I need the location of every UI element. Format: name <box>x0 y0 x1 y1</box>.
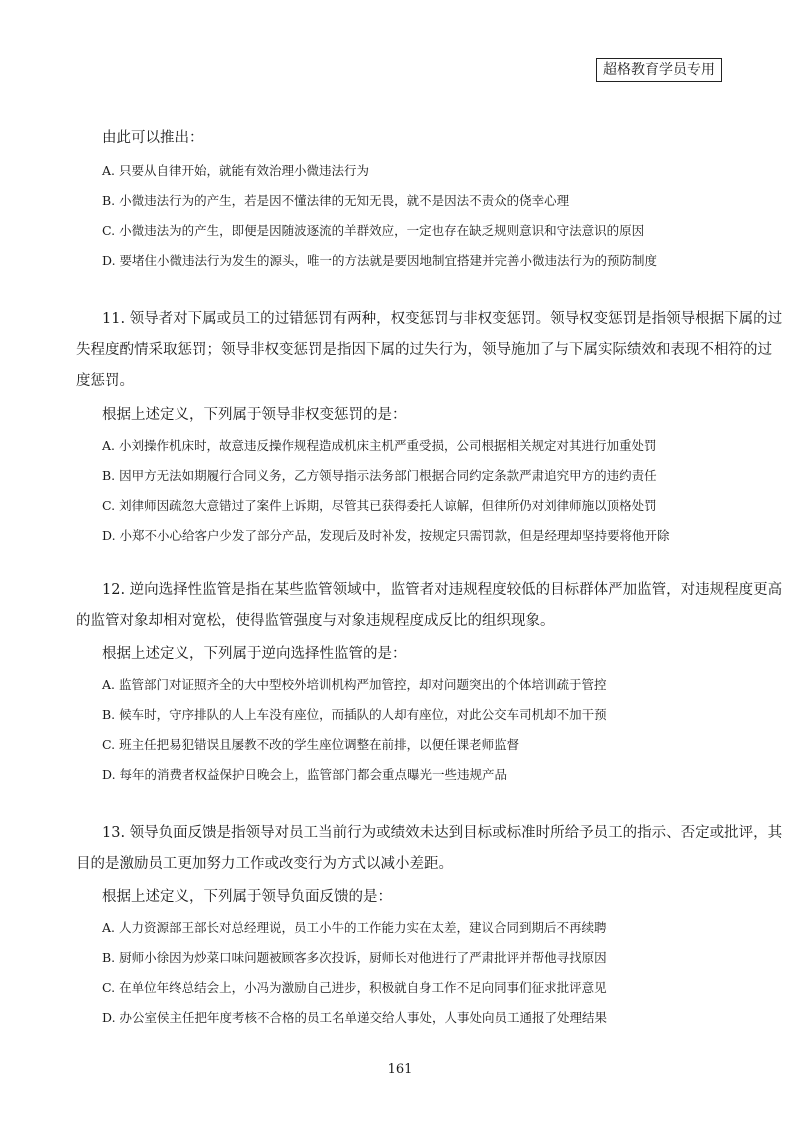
option-a: A. 监管部门对证照齐全的大中型校外培训机构严加管控，却对问题突出的个体培训疏于管控 <box>102 677 607 692</box>
option-b: B. 厨师小徐因为炒菜口味问题被顾客多次投诉，厨师长对他进行了严肃批评并帮他寻找原因 <box>102 950 607 965</box>
option-d: D. 要堵住小微违法行为发生的源头，唯一的方法就是要因地制宜搭建并完善小微违法行为的预防制度 <box>102 253 658 268</box>
option-d: D. 办公室侯主任把年度考核不合格的员工名单递交给人事处，人事处向员工通报了处理结果 <box>102 1010 608 1025</box>
question-stem-line: 失程度酌情采取惩罚；领导非权变惩罚是指因下属的过失行为，领导施加了与下属实际绩效和表现不相符的过 <box>76 342 772 358</box>
question-prompt: 由此可以推出： <box>102 130 204 146</box>
question-prompt: 根据上述定义，下列属于领导负面反馈的是： <box>102 889 392 905</box>
question-stem-line: 度惩罚。 <box>76 373 134 389</box>
question-stem-line: 11. 领导者对下属或员工的过错惩罚有两种，权变惩罚与非权变惩罚。领导权变惩罚是指领导根据下属的过 <box>102 311 783 327</box>
header-badge: 超格教育学员专用 <box>596 58 722 82</box>
option-a: A. 只要从自律开始，就能有效治理小微违法行为 <box>102 163 369 178</box>
option-d: D. 小郑不小心给客户少发了部分产品，发现后及时补发，按规定只需罚款，但是经理却坚持要将他开除 <box>102 528 670 543</box>
question-stem-line: 目的是激励员工更加努力工作或改变行为方式以减小差距。 <box>76 856 453 872</box>
option-b: B. 因甲方无法如期履行合同义务，乙方领导指示法务部门根据合同约定条款严肃追究甲方的违约责任 <box>102 468 657 483</box>
question-10-tail <box>102 128 658 268</box>
option-c: C. 小微违法为的产生，即便是因随波逐流的羊群效应，一定也存在缺乏规则意识和守法意识的原因 <box>102 223 645 238</box>
option-c: C. 在单位年终总结会上，小冯为激励自己进步，积极就自身工作不足向同事们征求批评意见 <box>102 980 607 995</box>
question-prompt: 根据上述定义，下列属于逆向选择性监管的是： <box>102 646 407 662</box>
question-prompt: 根据上述定义，下列属于领导非权变惩罚的是： <box>102 407 407 423</box>
option-d: D. 每年的消费者权益保护日晚会上，监管部门都会重点曝光一些违规产品 <box>102 767 508 782</box>
question-stem-line: 的监管对象却相对宽松，使得监管强度与对象违规程度成反比的组织现象。 <box>76 613 555 629</box>
page-number: 161 <box>387 1062 413 1077</box>
option-a: A. 小刘操作机床时，故意违反操作规程造成机床主机严重受损，公司根据相关规定对其进行加重处罚 <box>102 438 657 453</box>
question-stem-line: 13. 领导负面反馈是指领导对员工当前行为或绩效未达到目标或标准时所给予员工的指示、否定或批评，其 <box>102 825 783 841</box>
option-b: B. 候车时，守序排队的人上车没有座位，而插队的人却有座位，对此公交车司机却不加干预 <box>102 707 607 722</box>
question-stem-line: 12. 逆向选择性监管是指在某些监管领域中，监管者对违规程度较低的目标群体严加监管，对违规程度更高 <box>102 582 783 598</box>
option-c: C. 刘律师因疏忽大意错过了案件上诉期，尽管其已获得委托人谅解，但律所仍对刘律师施以顶格处罚 <box>102 498 657 513</box>
option-c: C. 班主任把易犯错误且屡教不改的学生座位调整在前排，以便任课老师监督 <box>102 737 520 752</box>
option-a: A. 人力资源部王部长对总经理说，员工小牛的工作能力实在太差，建议合同到期后不再续聘 <box>102 920 607 935</box>
option-b: B. 小微违法行为的产生，若是因不懂法律的无知无畏，就不是因法不责众的侥幸心理 <box>102 193 570 208</box>
